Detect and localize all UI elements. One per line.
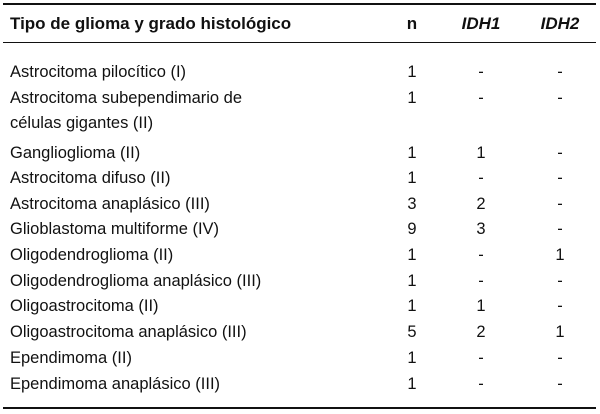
cell-idh2: -: [557, 220, 563, 238]
cell-idh1: -: [478, 349, 484, 367]
cell-idh2: -: [557, 349, 563, 367]
cell-n: 1: [407, 144, 417, 162]
cell-n: 1: [407, 63, 417, 81]
cell-idh1: 3: [476, 220, 486, 238]
cell-idh2: -: [557, 297, 563, 315]
cell-type: Glioblastoma multiforme (IV): [10, 220, 220, 238]
cell-idh1: -: [478, 89, 484, 107]
cell-idh1: -: [478, 272, 484, 290]
cell-n: 1: [407, 297, 417, 315]
cell-type: [10, 86, 242, 136]
cell-type-line2: células gigantes (II): [10, 114, 154, 132]
header-idh2: IDH2: [540, 14, 580, 33]
bottom-rule: [3, 407, 596, 409]
cell-n: 1: [407, 169, 417, 187]
cell-idh2: -: [557, 89, 563, 107]
cell-n: 1: [407, 375, 417, 393]
cell-type: Oligoastrocitoma (II): [10, 297, 159, 315]
cell-idh1: 2: [476, 195, 486, 213]
cell-idh1: -: [478, 169, 484, 187]
cell-n: 1: [407, 272, 417, 290]
cell-type: Astrocitoma difuso (II): [10, 169, 171, 187]
cell-type: Ependimoma anaplásico (III): [10, 375, 221, 393]
header-n: n: [406, 14, 418, 33]
cell-idh2: -: [557, 169, 563, 187]
top-rule: [3, 3, 596, 5]
cell-type: Astrocitoma pilocítico (I): [10, 63, 187, 81]
header-type: Tipo de glioma y grado histológico: [10, 14, 292, 33]
cell-n: 3: [407, 195, 417, 213]
cell-idh2: -: [557, 63, 563, 81]
cell-type: Astrocitoma anaplásico (III): [10, 195, 210, 213]
cell-n: 9: [407, 220, 417, 238]
cell-type: Oligodendroglioma anaplásico (III): [10, 272, 262, 290]
cell-idh2: 1: [555, 246, 565, 264]
cell-idh2: -: [557, 195, 563, 213]
cell-idh2: -: [557, 144, 563, 162]
cell-idh1: 1: [476, 144, 486, 162]
cell-type: Oligodendroglioma (II): [10, 246, 174, 264]
glioma-table: [3, 3, 596, 410]
cell-idh1: -: [478, 63, 484, 81]
cell-idh2: -: [557, 272, 563, 290]
cell-idh1: -: [478, 375, 484, 393]
cell-idh1: -: [478, 246, 484, 264]
cell-idh2: 1: [555, 323, 565, 341]
cell-type: Ependimoma (II): [10, 349, 132, 367]
header-idh1: IDH1: [461, 14, 501, 33]
cell-n: 1: [407, 246, 417, 264]
cell-type: Ganglioglioma (II): [10, 144, 141, 162]
cell-idh2: -: [557, 375, 563, 393]
cell-n: 1: [407, 349, 417, 367]
cell-idh1: 1: [476, 297, 486, 315]
cell-idh1: 2: [476, 323, 486, 341]
cell-type-line1: Astrocitoma subependimario de: [10, 89, 243, 107]
cell-type: Oligoastrocitoma anaplásico (III): [10, 323, 247, 341]
header-rule: [3, 42, 596, 43]
cell-n: 1: [407, 89, 417, 107]
cell-n: 5: [407, 323, 417, 341]
